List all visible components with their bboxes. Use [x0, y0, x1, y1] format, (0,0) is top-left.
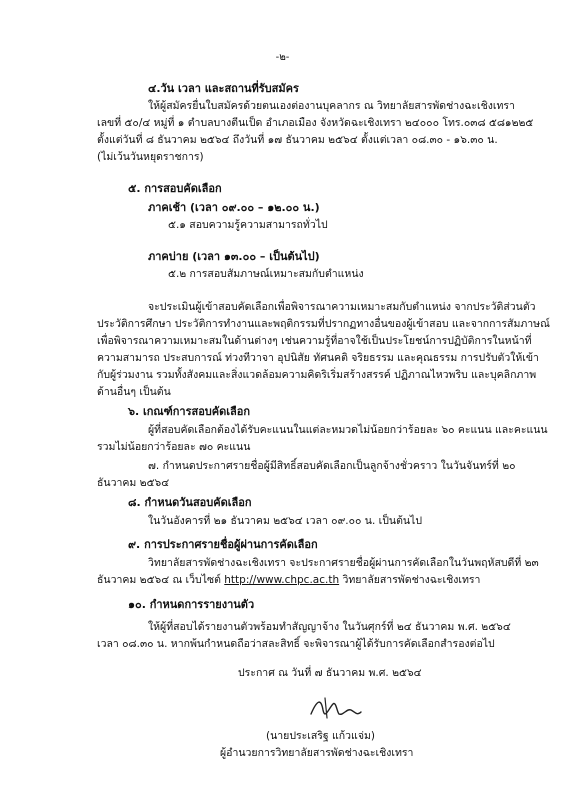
afternoon-session-heading: ภาคบ่าย (เวลา ๑๓.๐๐ – เป็นต้นไป) — [148, 250, 320, 263]
section-7-line-2: ธันวาคม ๒๕๖๔ — [97, 477, 170, 489]
section-5-para-line-5: กับผู้ร่วมงาน รวมทั้งสังคมและสิ่งแวดล้อมความคิดริเริ่มสร้างสรรค์ ปฏิภาณไหวพริบ และบุคลิกภาพ — [97, 369, 537, 381]
section-5-para-line-2: ประวัติการศึกษา ประวัติการทำงานและพฤติกรรมที่ปรากฏทางอื่นของผู้เข้าสอบ และจากการสัมภาษณ์ — [97, 318, 550, 330]
section-4-heading: ๔.วัน เวลา และสถานที่รับสมัคร — [148, 82, 299, 95]
afternoon-item-5-2: ๕.๒ การสอบสัมภาษณ์เหมาะสมกับตำแหน่ง — [168, 268, 364, 280]
morning-session-heading: ภาคเช้า (เวลา ๐๙.๐๐ – ๑๒.๐๐ น.) — [148, 201, 320, 214]
section-4-line-4: (ไม่เว้นวันหยุดราชการ) — [97, 151, 204, 163]
morning-item-5-1: ๕.๑ สอบความรู้ความสามารถทั่วไป — [168, 219, 328, 231]
section-10-line-1: ให้ผู้ที่สอบได้รายงานตัวพร้อมทำสัญญาจ้าง ในวันศุกร์ที่ ๒๔ ธันวาคม พ.ศ. ๒๕๖๔ — [148, 621, 511, 633]
signer-title: ผู้อำนวยการวิทยาลัยสารพัดช่างฉะเชิงเทรา — [220, 747, 414, 759]
section-5-para-line-3: เพื่อพิจารณาความเหมาะสมในด้านต่างๆ เช่นความรู้ที่อาจใช้เป็นประโยชน์การปฏิบัติการในหน้าที่ — [97, 335, 532, 347]
section-10-line-2: เวลา ๐๘.๓๐ น. หากพ้นกำหนดถือว่าสละสิทธิ์ จะพิจารณาผู้ได้รับการคัดเลือกสำรองต่อไป — [97, 638, 495, 650]
section-9-line-2 — [97, 574, 480, 587]
college-website-link[interactable]: http://www.chpc.ac.th — [224, 574, 340, 586]
section-9-line-1: วิทยาลัยสารพัดช่างฉะเชิงเทรา จะประกาศรายชื่อผู้ผ่านการคัดเลือกในวันพฤหัสบดีที่ ๒๓ — [148, 557, 539, 569]
section-5-heading: ๕. การสอบคัดเลือก — [128, 182, 222, 195]
signer-name: (นายประเสริฐ แก้วแจ่ม) — [266, 730, 375, 742]
page-number: -๒- — [275, 52, 290, 63]
section-6-heading: ๖. เกณฑ์การสอบคัดเลือก — [128, 405, 251, 418]
section-8-line-1: ในวันอังคารที่ ๒๑ ธันวาคม ๒๕๖๔ เวลา ๐๙.๐๐ น. เป็นต้นไป — [148, 515, 423, 527]
section-9-heading: ๙. การประกาศรายชื่อผู้ผ่านการคัดเลือก — [128, 538, 318, 551]
section-10-heading: ๑๐. กำหนดการรายงานตัว — [128, 598, 255, 611]
section-7-line-1: ๗. กำหนดประกาศรายชื่อผู้มีสิทธิ์สอบคัดเลือกเป็นลูกจ้างชั่วคราว ในวันจันทร์ที่ ๒๐ — [148, 460, 516, 472]
announcement-date: ประกาศ ณ วันที่ ๗ ธันวาคม พ.ศ. ๒๕๖๔ — [238, 667, 422, 679]
section-5-para-line-6: ด้านอื่นๆ เป็นต้น — [97, 386, 171, 398]
section-6-line-2: รวมไม่น้อยกว่าร้อยละ ๗๐ คะแนน — [97, 441, 251, 453]
section-5-para-line-4: ความสามารถ ประสบการณ์ ท่วงทีวาจา อุปนิสัย ทัศนคติ จริยธรรม และคุณธรรม การปรับตัวให้เข้า — [97, 352, 539, 364]
section-4-line-1: ให้ผู้สมัครยื่นใบสมัครด้วยตนเองต่องานบุคลากร ณ วิทยาลัยสารพัดช่างฉะเชิงเทรา — [148, 100, 515, 112]
section-5-para-line-1: จะประเมินผู้เข้าสอบคัดเลือกเพื่อพิจารณาความเหมาะสมกับตำแหน่ง จากประวัติส่วนตัว — [148, 301, 536, 313]
section-4-line-2: เลขที่ ๕๐/๔ หมู่ที่ ๑ ตำบลบางตีนเป็ด อำเภอเมือง จังหวัดฉะเชิงเทรา ๒๔๐๐๐ โทร.๐๓๘ ๕๘๑๒๒๕ — [97, 117, 534, 129]
handwritten-signature — [305, 690, 365, 726]
section-8-heading: ๘. กำหนดวันสอบคัดเลือก — [128, 496, 252, 509]
section-9-line-2-end: วิทยาลัยสารพัดช่างฉะเชิงเทรา — [339, 574, 481, 586]
section-4-line-3: ตั้งแต่วันที่ ๘ ธันวาคม ๒๕๖๔ ถึงวันที่ ๑๗ ธันวาคม ๒๕๖๔ ตั้งแต่เวลา ๐๘.๓๐ - ๑๖.๓๐ น. — [97, 134, 498, 146]
section-9-line-2-start: ธันวาคม ๒๕๖๔ ณ เว็บไซต์ — [97, 574, 225, 586]
section-6-line-1: ผู้ที่สอบคัดเลือกต้องได้รับคะแนนในแต่ละหมวดไม่น้อยกว่าร้อยละ ๖๐ คะแนน และคะแนน — [148, 424, 548, 436]
